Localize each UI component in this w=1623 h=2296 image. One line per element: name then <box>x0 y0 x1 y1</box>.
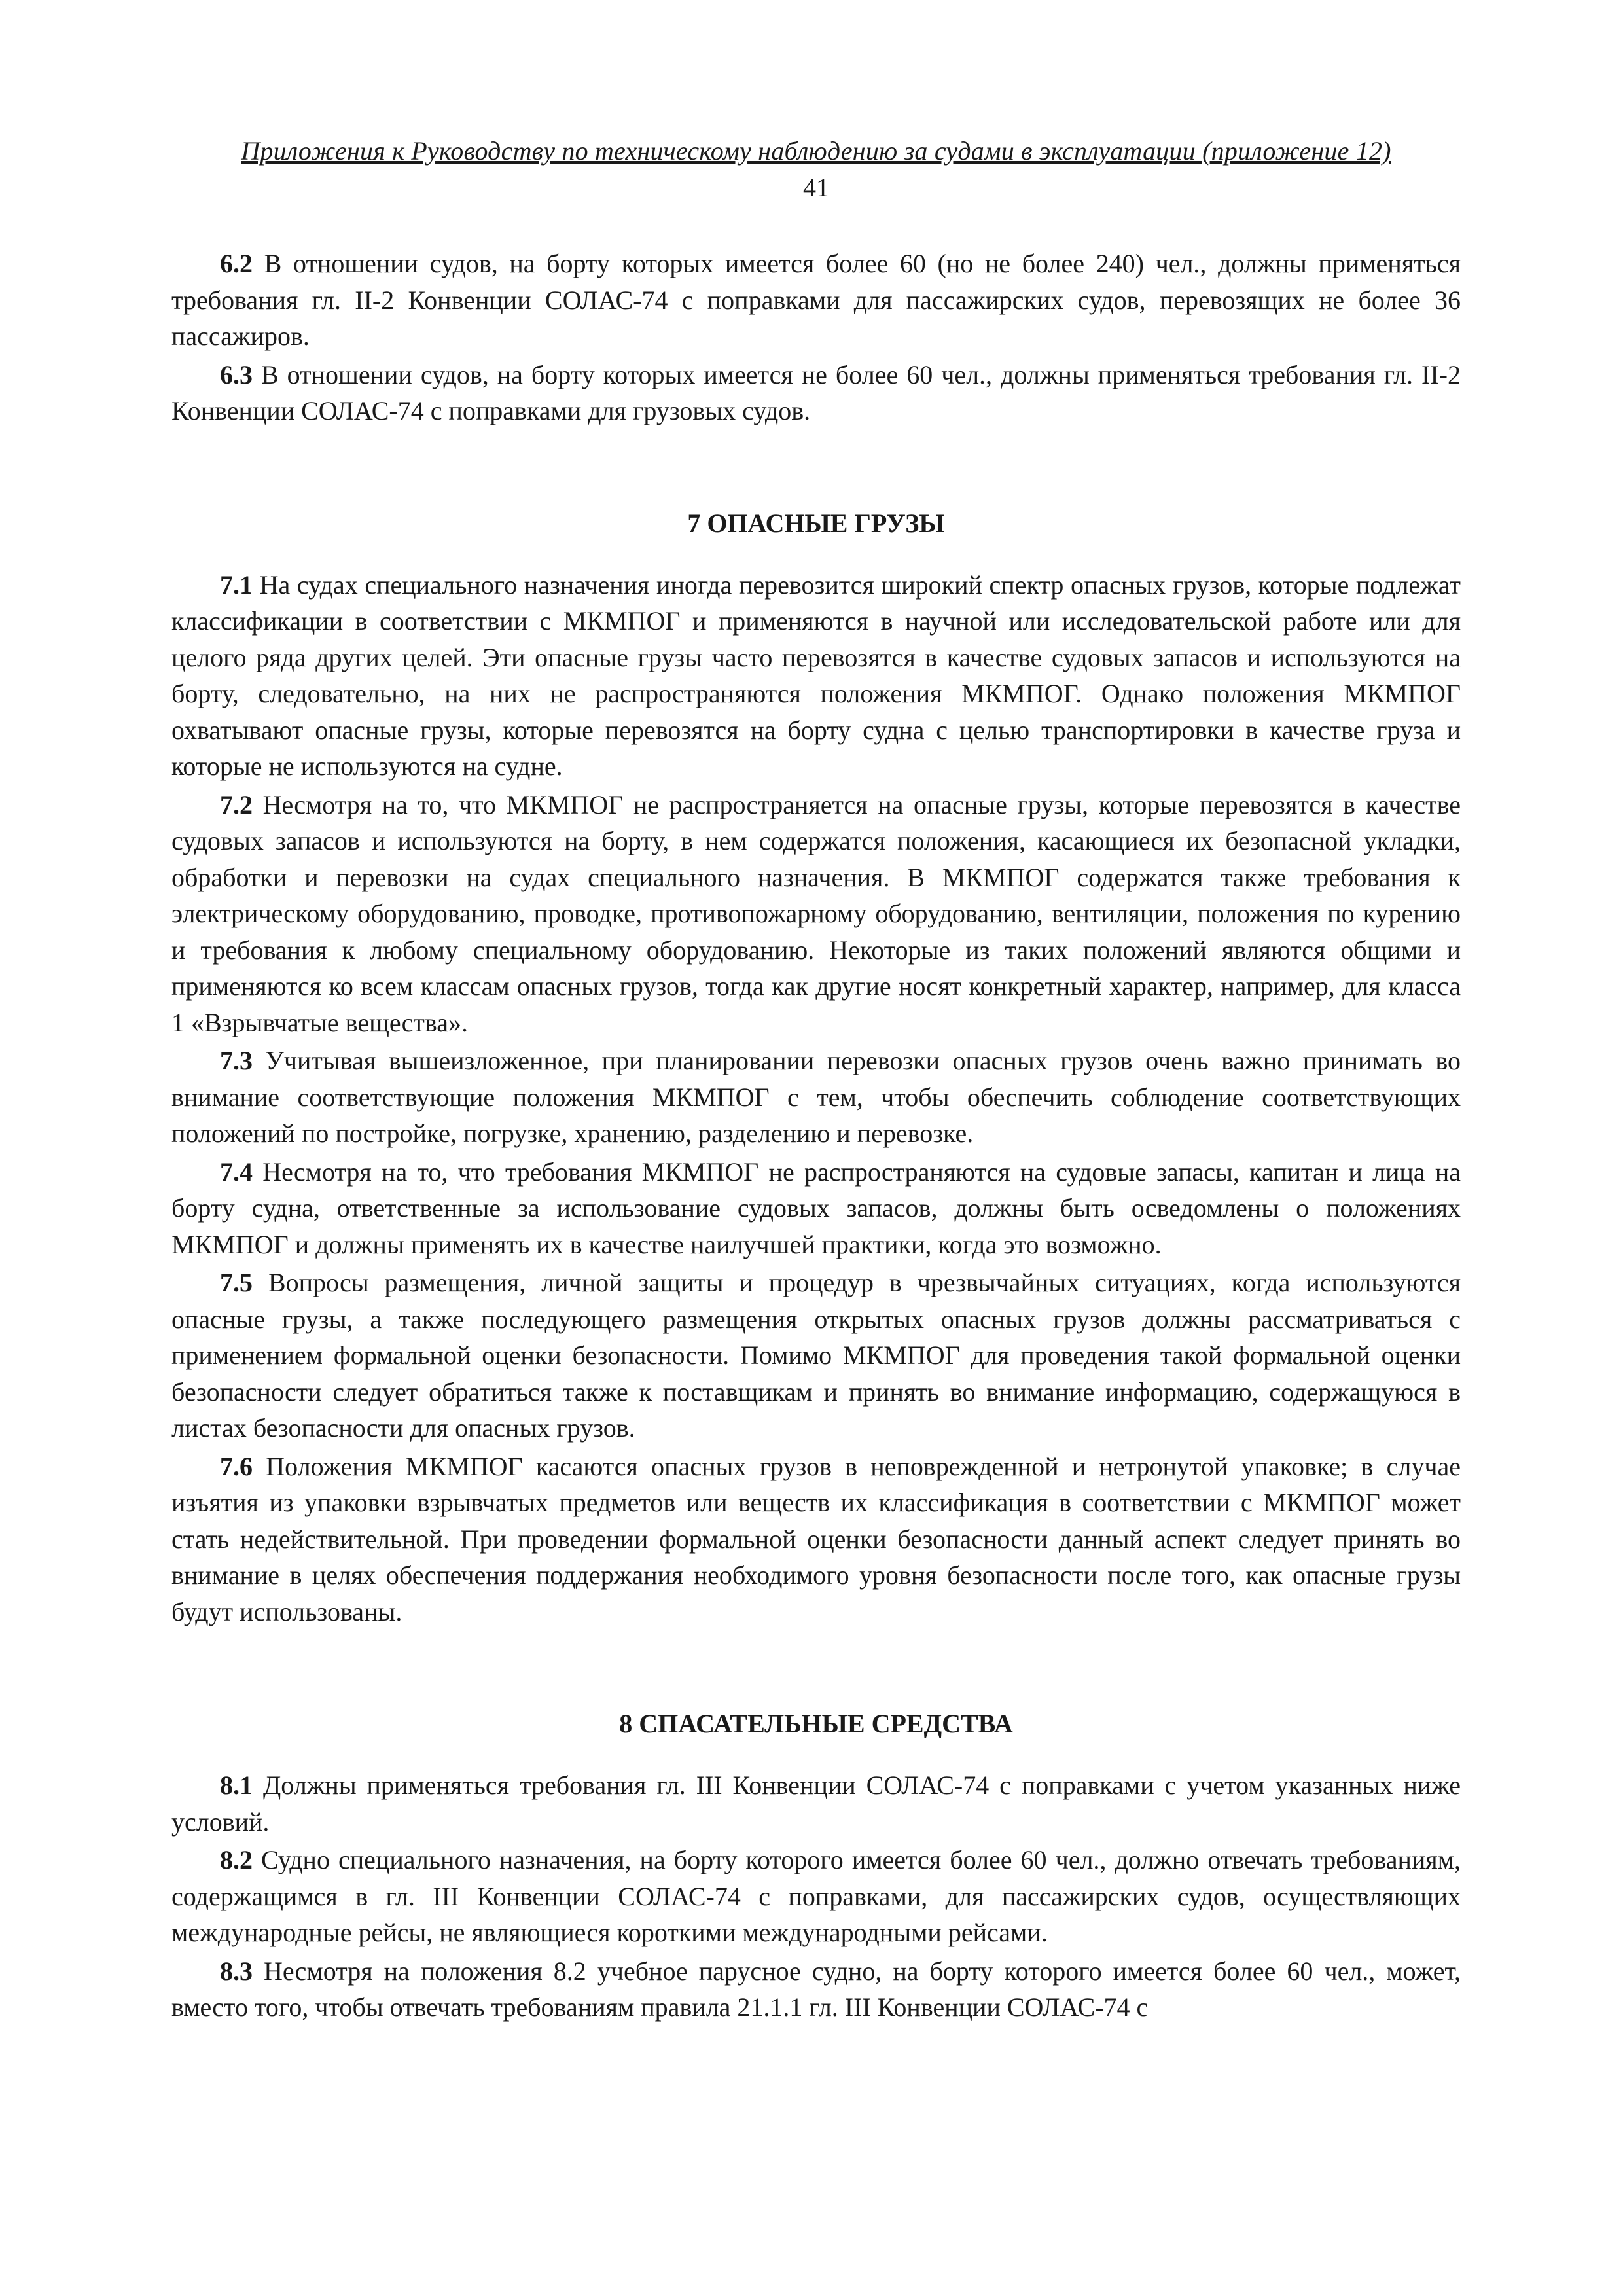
paragraph-number: 7.3 <box>220 1046 253 1075</box>
paragraph-number: 7.4 <box>220 1157 253 1187</box>
document-page <box>171 134 1461 2028</box>
paragraph-text: В отношении судов, на борту которых имеется более 60 (но не более 240) чел., должны применяться требования гл. II-2 Конвенции СОЛАС-74 с поправками для пассажирских судов, перевозящих не более 36 пассажиров. <box>171 249 1461 351</box>
section-8-heading: 8 СПАСАТЕЛЬНЫЕ СРЕДСТВА <box>619 1709 1013 1738</box>
paragraph-number: 6.3 <box>220 359 253 389</box>
paragraph-text: Положения МКМПОГ касаются опасных грузов в неповрежденной и нетронутой упаковке; в случае изъятия из упаковки взрывчатых предметов или веществ их классификация в соответствии с МКМПОГ может стать недействительной. При проведении формальной оценки безопасности данный аспект следует принять во внимание в целях обеспечения поддержания необходимого уровня безопасности после того, как опасные грузы будут использованы. <box>171 1451 1461 1626</box>
paragraph-text: Несмотря на то, что требования МКМПОГ не распространяются на судовые запасы, капитан и лица на борту судна, ответственные за использование судовых запасов, должны быть осведомлены о положениях МКМПОГ и должны применять их в качестве наилучшей практики, когда это возможно. <box>171 1157 1461 1259</box>
paragraph-7-6 <box>171 1448 1461 1630</box>
paragraph-number: 7.1 <box>220 569 253 600</box>
paragraph-8-2 <box>171 1842 1461 1951</box>
paragraph-8-3 <box>171 1953 1461 2026</box>
section-7-heading: 7 ОПАСНЫЕ ГРУЗЫ <box>687 508 945 538</box>
paragraph-text: Несмотря на положения 8.2 учебное парусное судно, на борту которого имеется более 60 чел., может, вместо того, чтобы отвечать требованиям правила 21.1.1 гл. III Конвенции СОЛАС-74 с <box>171 1956 1461 2022</box>
paragraph-6-2 <box>171 245 1461 355</box>
paragraph-7-3 <box>171 1043 1461 1152</box>
paragraph-number: 7.5 <box>220 1268 253 1297</box>
paragraph-text: В отношении судов, на борту которых имеется не более 60 чел., должны применяться требования гл. II-2 Конвенции СОЛАС-74 с поправками для грузовых судов. <box>171 359 1461 425</box>
paragraph-number: 8.3 <box>220 1956 253 1986</box>
paragraph-number: 7.6 <box>220 1451 253 1481</box>
paragraph-text: Вопросы размещения, личной защиты и процедур в чрезвычайных ситуациях, когда используются опасные грузы, а также последующего размещения открытых опасных грузов должны рассматриваться с применением формальной оценки безопасности. Помимо МКМПОГ для проведения такой формальной оценки безопасности следует обратиться также к поставщикам и принять во внимание информацию, содержащуюся в листах безопасности для опасных грузов. <box>171 1268 1461 1443</box>
page-number: 41 <box>803 173 829 202</box>
paragraph-text: Учитывая вышеизложенное, при планировании перевозки опасных грузов очень важно принимать во внимание соответствующие положения МКМПОГ с тем, чтобы обеспечить соблюдение соответствующих положений по постройке, погрузке, хранению, разделению и перевозке. <box>171 1046 1461 1148</box>
paragraph-7-1 <box>171 567 1461 785</box>
running-header: Приложения к Руководству по техническому наблюдению за судами в эксплуатации (приложение 12) <box>241 136 1391 166</box>
paragraph-number: 8.1 <box>220 1770 253 1800</box>
paragraph-number: 6.2 <box>220 249 253 278</box>
paragraph-text: Должны применяться требования гл. III Конвенции СОЛАС-74 с поправками с учетом указанных ниже условий. <box>171 1770 1461 1837</box>
paragraph-8-1 <box>171 1767 1461 1840</box>
paragraph-text: На судах специального назначения иногда перевозится широкий спектр опасных грузов, которые подлежат классификации в соответствии с МКМПОГ и применяются в научной или исследовательской работе или для целого ряда других целей. Эти опасные грузы часто перевозятся в качестве судовых запасов и используются на борту, следовательно, на них не распространяются положения МКМПОГ. Однако положения МКМПОГ охватывают опасные грузы, которые перевозятся на борту судна с целью транспортировки в качестве груза и которые не используются на судне. <box>171 569 1461 781</box>
paragraph-number: 7.2 <box>220 789 253 819</box>
paragraph-text: Несмотря на то, что МКМПОГ не распространяется на опасные грузы, которые перевозятся в качестве судовых запасов и используются на борту, в нем содержатся положения, касающиеся их безопасной укладки, обработки и перевозки на судах специального назначения. В МКМПОГ содержатся также требования к электрическому оборудованию, проводке, противопожарному оборудованию, вентиляции, положения по курению и требования к любому специальному оборудованию. Некоторые из таких положений являются общими и применяются ко всем классам опасных грузов, тогда как другие носят конкретный характер, например, для класса 1 «Взрывчатые вещества». <box>171 789 1461 1037</box>
paragraph-text: Судно специального назначения, на борту которого имеется более 60 чел., должно отвечать требованиям, содержащимся в гл. III Конвенции СОЛАС-74 с поправками, для пассажирских судов, осуществляющих международные рейсы, не являющиеся короткими международными рейсами. <box>171 1845 1461 1947</box>
paragraph-7-4 <box>171 1154 1461 1263</box>
paragraph-7-5 <box>171 1265 1461 1446</box>
paragraph-number: 8.2 <box>220 1845 253 1874</box>
paragraph-6-3 <box>171 357 1461 429</box>
paragraph-7-2 <box>171 787 1461 1041</box>
